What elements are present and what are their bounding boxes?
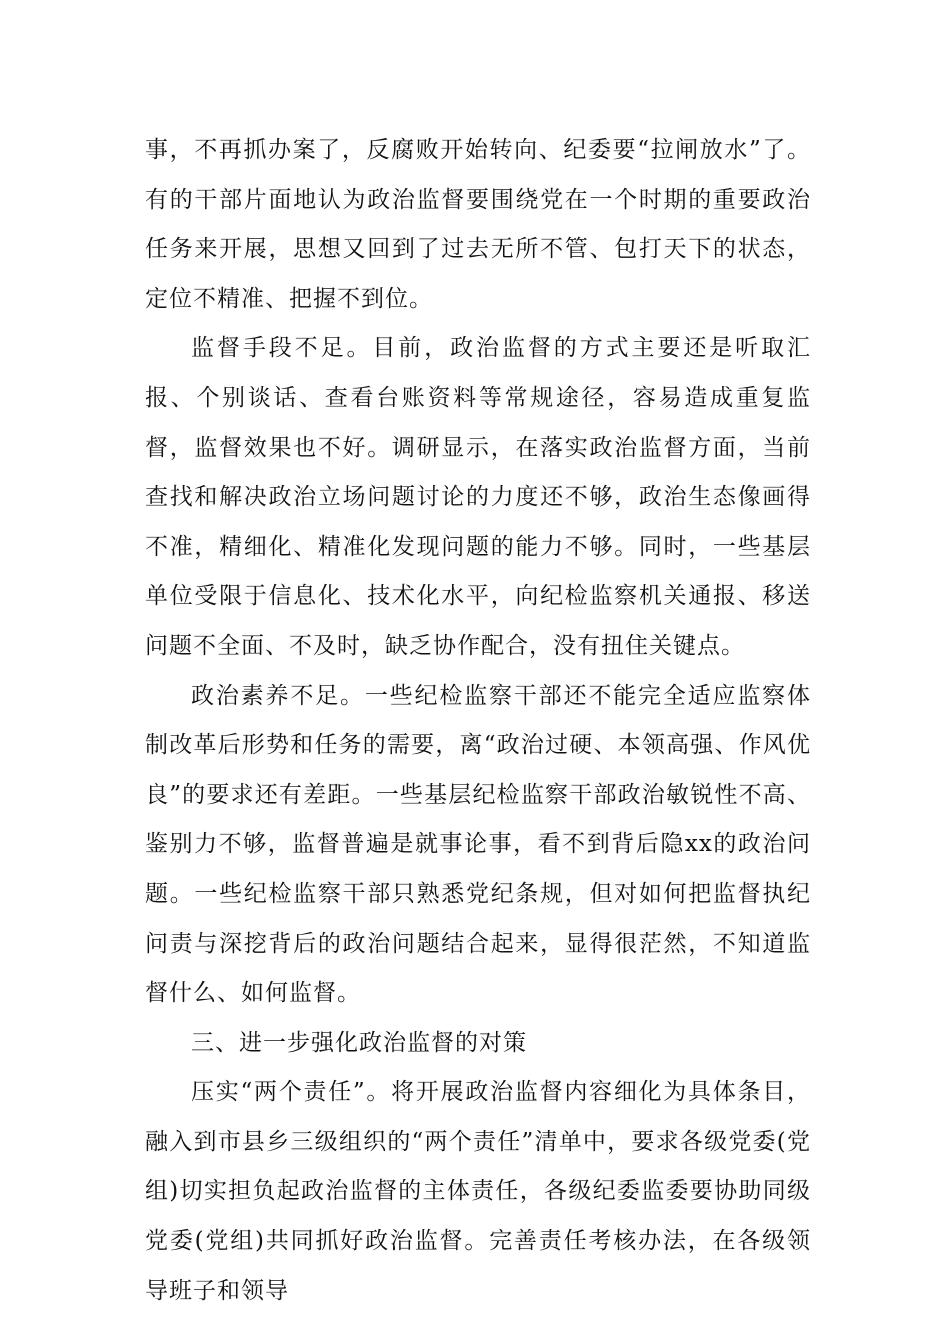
paragraph-3: 政治素养不足。一些纪检监察干部还不能完全适应监察体制改革后形势和任务的需要，离“政治过硬、本领高强、作风优良”的要求还有差距。一些基层纪检监察干部政治敏锐性不高、鉴别力不够，监督普遍是就事论事，看不到背后隐xx的政治问题。一些纪检监察干部只熟悉党纪条规，但对如何把监督执纪问责与深挖背后的政治问题结合起来，显得很茫然，不知道监督什么、如何监督。 — [145, 682, 811, 1007]
paragraph-2: 监督手段不足。目前，政治监督的方式主要还是听取汇报、个别谈话、查看台账资料等常规途径，容易造成重复监督，监督效果也不好。调研显示，在落实政治监督方面，当前查找和解决政治立场问题讨论的力度还不够，政治生态像画得不准，精细化、精准化发现问题的能力不够。同时，一些基层单位受限于信息化、技术化水平，向纪检监察机关通报、移送问题不全面、不及时，缺乏协作配合，没有扭住关键点。 — [145, 335, 811, 659]
section-heading: 三、进一步强化政治监督的对策 — [191, 1029, 527, 1056]
document-body — [145, 126, 811, 1316]
paragraph-4: 压实“两个责任”。将开展政治监督内容细化为具体条目，融入到市县乡三级组织的“两个责任”清单中，要求各级党委(党组)切实担负起政治监督的主体责任，各级纪委监委要协助同级党委(党组)共同抓好政治监督。完善责任考核办法，在各级领导班子和领导 — [145, 1079, 811, 1304]
paragraph-1: 事，不再抓办案了，反腐败开始转向、纪委要“拉闸放水”了。有的干部片面地认为政治监督要围绕党在一个时期的重要政治任务来开展，思想又回到了过去无所不管、包打天下的状态，定位不精准、把握不到位。 — [145, 137, 811, 312]
